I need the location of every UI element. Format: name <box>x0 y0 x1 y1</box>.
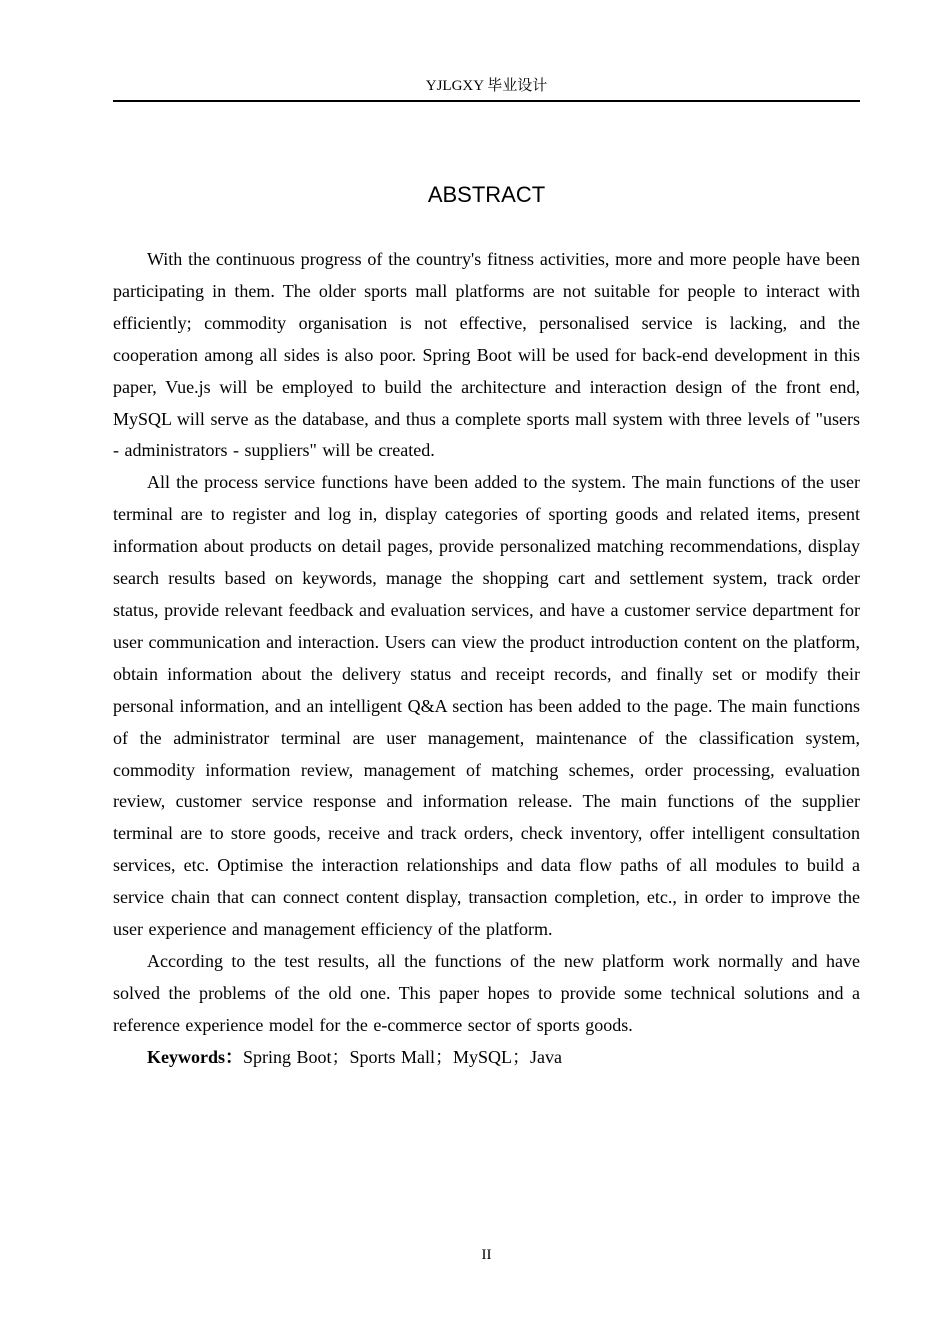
keywords-value: Spring Boot；Sports Mall；MySQL；Java <box>243 1046 563 1067</box>
keywords-label: Keywords： <box>147 1046 243 1067</box>
abstract-title: ABSTRACT <box>427 182 546 207</box>
page-number: II <box>481 1247 492 1263</box>
abstract-body <box>113 244 860 1074</box>
keywords-line <box>113 1042 860 1074</box>
abstract-paragraph-2: All the process service functions have been added to the system. The main functions of the user terminal are to register and log in, display categories of sporting goods and related items, present information about products on detail pages, provide personalized matching recommendations, display search results based on keywords, manage the shopping cart and settlement system, track order status, provide relevant feedback and evaluation services, and have a customer service department for user communication and interaction. Users can view the product introduction content on the platform, obtain information about the delivery status and receipt records, and finally set or modify their personal information, and an intelligent Q&A section has been added to the page. The main functions of the administrator terminal are user management, maintenance of the classification system, commodity information review, management of matching schemes, order processing, evaluation review, customer service response and information release. The main functions of the supplier terminal are to store goods, receive and track orders, check inventory, offer intelligent consultation services, etc. Optimise the interaction relationships and data flow paths of all modules to build a service chain that can connect content display, transaction completion, etc., in order to improve the user experience and management efficiency of the platform. <box>113 472 860 940</box>
running-header: YJLGXY 毕业设计 <box>425 78 548 94</box>
abstract-paragraph-3: According to the test results, all the functions of the new platform work normally and have solved the problems of the old one. This paper hopes to provide some technical solutions and a reference experience model for the e-commerce sector of sports goods. <box>113 950 860 1035</box>
abstract-paragraph-1: With the continuous progress of the country's fitness activities, more and more people have been participating in them. The older sports mall platforms are not suitable for people to interact with efficiently; commodity organisation is not effective, personalised service is lacking, and the cooperation among all sides is also poor. Spring Boot will be used for back-end development in this paper, Vue.js will be employed to build the architecture and interaction design of the front end, MySQL will serve as the database, and thus a complete sports mall system with three levels of "users - administrators - suppliers" will be created. <box>113 249 860 461</box>
header-rule <box>113 100 860 102</box>
